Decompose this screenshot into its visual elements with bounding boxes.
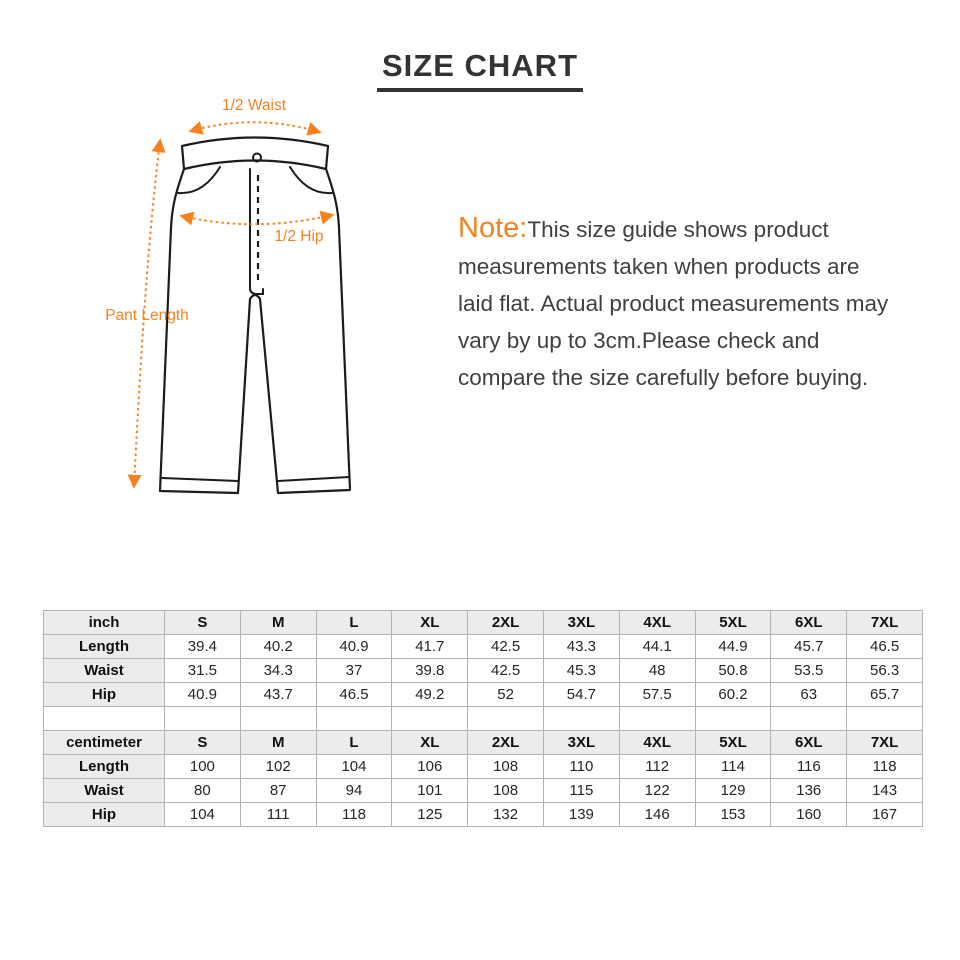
size-header: 5XL [695, 731, 771, 755]
cell: 132 [468, 803, 544, 827]
row-label: Waist [44, 659, 165, 683]
page-title: SIZE CHART [377, 48, 583, 92]
cell: 46.5 [847, 635, 923, 659]
cell: 34.3 [240, 659, 316, 683]
table-row [44, 803, 923, 827]
cell: 40.9 [165, 683, 241, 707]
spacer-cell [543, 707, 619, 731]
spacer-cell [468, 707, 544, 731]
cell: 44.1 [619, 635, 695, 659]
spacer-cell [240, 707, 316, 731]
row-label: Length [44, 635, 165, 659]
size-header: S [165, 611, 241, 635]
cell: 50.8 [695, 659, 771, 683]
table-row [44, 659, 923, 683]
table-row [44, 683, 923, 707]
size-header: 3XL [543, 611, 619, 635]
cell: 52 [468, 683, 544, 707]
length-measure-label: Pant Length [105, 307, 189, 324]
waist-measure-arrow [191, 122, 319, 132]
spacer-cell [771, 707, 847, 731]
size-header: 5XL [695, 611, 771, 635]
size-header: L [316, 731, 392, 755]
cell: 39.4 [165, 635, 241, 659]
cell: 39.8 [392, 659, 468, 683]
cell: 42.5 [468, 635, 544, 659]
cell: 56.3 [847, 659, 923, 683]
cell: 43.7 [240, 683, 316, 707]
cell: 160 [771, 803, 847, 827]
cell: 139 [543, 803, 619, 827]
size-header: 6XL [771, 611, 847, 635]
size-header: 7XL [847, 731, 923, 755]
pants-diagram [85, 88, 375, 508]
cell: 122 [619, 779, 695, 803]
note-label: Note: [458, 212, 528, 244]
row-label: Hip [44, 683, 165, 707]
cell: 31.5 [165, 659, 241, 683]
cell: 146 [619, 803, 695, 827]
row-label: Hip [44, 803, 165, 827]
spacer-cell [316, 707, 392, 731]
inch-header-row [44, 611, 923, 635]
cell: 48 [619, 659, 695, 683]
spacer-cell [619, 707, 695, 731]
table-row [44, 635, 923, 659]
cell: 57.5 [619, 683, 695, 707]
spacer-row [44, 707, 923, 731]
cell: 37 [316, 659, 392, 683]
note-text [458, 211, 892, 396]
cell: 167 [847, 803, 923, 827]
cell: 112 [619, 755, 695, 779]
cell: 40.2 [240, 635, 316, 659]
waist-measure-label: 1/2 Waist [221, 97, 287, 114]
size-header: XL [392, 611, 468, 635]
cell: 101 [392, 779, 468, 803]
size-header: L [316, 611, 392, 635]
centimeter-header-row [44, 731, 923, 755]
cell: 42.5 [468, 659, 544, 683]
size-header: 7XL [847, 611, 923, 635]
table-row [44, 755, 923, 779]
spacer-cell [392, 707, 468, 731]
size-header: 6XL [771, 731, 847, 755]
cell: 106 [392, 755, 468, 779]
cell: 46.5 [316, 683, 392, 707]
pants-fly-placket [250, 169, 263, 294]
cell: 108 [468, 779, 544, 803]
cell: 45.7 [771, 635, 847, 659]
row-label: Length [44, 755, 165, 779]
title-area [0, 48, 960, 92]
size-header: 3XL [543, 731, 619, 755]
hip-measure-label: 1/2 Hip [274, 228, 324, 245]
cell: 129 [695, 779, 771, 803]
size-header: 4XL [619, 731, 695, 755]
size-table [43, 610, 923, 827]
size-header: M [240, 611, 316, 635]
cell: 116 [771, 755, 847, 779]
cell: 94 [316, 779, 392, 803]
cell: 43.3 [543, 635, 619, 659]
cell: 114 [695, 755, 771, 779]
cell: 115 [543, 779, 619, 803]
cell: 153 [695, 803, 771, 827]
cell: 80 [165, 779, 241, 803]
cell: 118 [847, 755, 923, 779]
spacer-cell [695, 707, 771, 731]
cell: 108 [468, 755, 544, 779]
pants-hem-lines [162, 477, 349, 481]
cell: 104 [165, 803, 241, 827]
table-row [44, 779, 923, 803]
spacer-cell [44, 707, 165, 731]
cell: 53.5 [771, 659, 847, 683]
unit-header: inch [44, 611, 165, 635]
cell: 65.7 [847, 683, 923, 707]
cell: 60.2 [695, 683, 771, 707]
unit-header: centimeter [44, 731, 165, 755]
cell: 143 [847, 779, 923, 803]
size-header: 2XL [468, 731, 544, 755]
cell: 110 [543, 755, 619, 779]
cell: 125 [392, 803, 468, 827]
cell: 111 [240, 803, 316, 827]
cell: 100 [165, 755, 241, 779]
spacer-cell [847, 707, 923, 731]
size-header: XL [392, 731, 468, 755]
row-label: Waist [44, 779, 165, 803]
cell: 41.7 [392, 635, 468, 659]
size-header: 4XL [619, 611, 695, 635]
cell: 136 [771, 779, 847, 803]
note-body: This size guide shows product measurements taken when products are laid flat. Actual product measurements may vary by up to 3cm.Please check and compare the size carefully before buying. [458, 217, 889, 390]
size-header: S [165, 731, 241, 755]
size-header: M [240, 731, 316, 755]
cell: 54.7 [543, 683, 619, 707]
spacer-cell [165, 707, 241, 731]
size-header: 2XL [468, 611, 544, 635]
cell: 49.2 [392, 683, 468, 707]
cell: 44.9 [695, 635, 771, 659]
cell: 118 [316, 803, 392, 827]
cell: 104 [316, 755, 392, 779]
cell: 45.3 [543, 659, 619, 683]
cell: 40.9 [316, 635, 392, 659]
cell: 102 [240, 755, 316, 779]
cell: 63 [771, 683, 847, 707]
cell: 87 [240, 779, 316, 803]
